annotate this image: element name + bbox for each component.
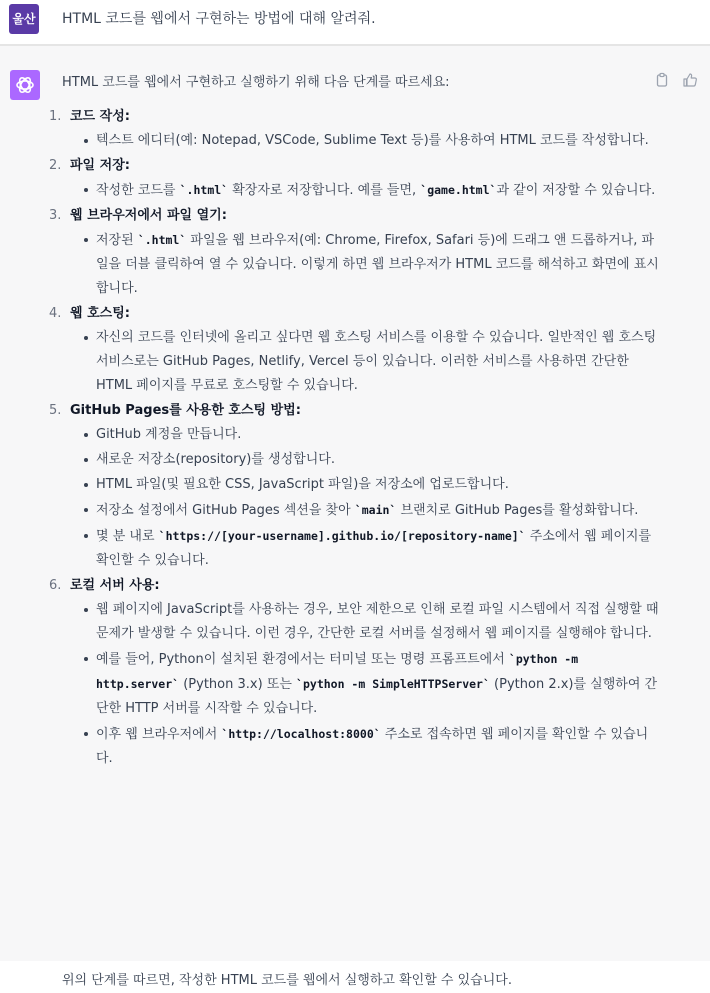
step-title: 웹 호스팅: — [70, 306, 130, 321]
bullet-text: 이후 웹 브라우저에서 — [96, 727, 222, 742]
assistant-outro: 위의 단계를 따르면, 작성한 HTML 코드를 웹에서 실행하고 확인할 수 있습니다. — [62, 973, 512, 988]
step-bullets — [70, 326, 662, 398]
assistant-message-content — [49, 71, 662, 988]
inline-code: `http://localhost:8000` — [221, 727, 381, 741]
bullet-text: 웹 페이지에 JavaScript를 사용하는 경우, 보안 제한으로 인해 로컬 파일 시스템에서 직접 실행할 때 문제가 발생할 수 있습니다. 이런 경우, 간단한 로컬 서버를 설정해서 웹 페이지를 실행해야 합니다. — [96, 602, 659, 641]
step-number: 1. — [49, 109, 62, 124]
bullet-text: 텍스트 에디터(예: Notepad, VSCode, Sublime Text 등)를 사용하여 HTML 코드를 작성합니다. — [96, 133, 649, 148]
inline-code: `game.html` — [420, 183, 497, 197]
bullet-item — [96, 129, 662, 153]
bullet-item — [96, 326, 662, 398]
inline-code: `python -m http.server` — [96, 652, 579, 691]
bullet-item — [96, 722, 662, 771]
step-bullets — [70, 129, 662, 153]
step-title: 코드 작성: — [70, 109, 130, 124]
step-item — [49, 204, 662, 301]
bullet-item — [96, 473, 662, 497]
bullet-text: 과 같이 저장할 수 있습니다. — [496, 183, 656, 198]
assistant-avatar — [10, 70, 40, 100]
user-message-text: HTML 코드를 웹에서 구현하는 방법에 대해 알려줘. — [62, 11, 376, 27]
inline-code: `python -m SimpleHTTPServer` — [296, 677, 490, 691]
step-item — [49, 154, 662, 203]
bullet-item — [96, 423, 662, 447]
bullet-text: 저장된 — [96, 233, 138, 248]
step-title: 파일 저장: — [70, 158, 130, 173]
inline-code: `.html` — [179, 183, 229, 197]
bullet-text: 확장자로 저장합니다. 예를 들면, — [228, 183, 421, 198]
step-title: 웹 브라우저에서 파일 열기: — [70, 208, 227, 223]
step-number: 2. — [49, 158, 62, 173]
bullet-text: 예를 들어, Python이 설치된 환경에서는 터미널 또는 명령 프롬프트에서 — [96, 652, 509, 667]
step-item — [49, 399, 662, 573]
openai-logo-icon — [10, 70, 40, 100]
step-bullets — [70, 598, 662, 771]
bullet-item — [96, 647, 662, 721]
step-number: 6. — [49, 578, 62, 593]
bullet-text: 주소에서 웹 페이지를 확인할 수 있습니다. — [96, 529, 652, 568]
bullet-text: 브랜치로 GitHub Pages를 활성화합니다. — [396, 503, 639, 518]
step-item — [49, 105, 662, 153]
bullet-text: 몇 분 내로 — [96, 529, 159, 544]
bullet-item — [96, 228, 662, 301]
step-bullets — [70, 228, 662, 301]
bullet-item — [96, 498, 662, 523]
bullet-text: GitHub 계정을 만듭니다. — [96, 427, 242, 442]
assistant-intro: HTML 코드를 웹에서 구현하고 실행하기 위해 다음 단계를 따르세요: — [62, 75, 450, 90]
bullet-item — [96, 178, 662, 203]
inline-code: `main` — [354, 503, 397, 517]
thumbs-up-icon[interactable] — [682, 72, 698, 88]
bullet-text: (Python 3.x) 또는 — [179, 677, 297, 692]
bullet-text: 새로운 저장소(repository)를 생성합니다. — [96, 452, 335, 467]
user-message-row — [0, 0, 710, 45]
bullet-text: HTML 파일(및 필요한 CSS, JavaScript 파일)을 저장소에 업로드합니다. — [96, 477, 509, 492]
step-number: 5. — [49, 403, 62, 418]
bullet-text: 작성한 코드를 — [96, 183, 180, 198]
step-item — [49, 302, 662, 398]
step-number: 3. — [49, 208, 62, 223]
step-title: GitHub Pages를 사용한 호스팅 방법: — [70, 403, 301, 418]
bullet-text: 저장소 설정에서 GitHub Pages 섹션을 찾아 — [96, 503, 355, 518]
assistant-message-row — [0, 45, 710, 988]
step-item — [49, 574, 662, 771]
bullet-item — [96, 524, 662, 573]
steps-list — [49, 105, 662, 771]
bullet-text: 자신의 코드를 인터넷에 올리고 싶다면 웹 호스팅 서비스를 이용할 수 있습니다. 일반적인 웹 호스팅 서비스로는 GitHub Pages, Netlify, Vercel 등이 있습니다. 이러한 서비스를 사용하면 간단한 HTML 페이지를 무료로 호스팅할 수 있습니다. — [96, 330, 657, 393]
bullet-item — [96, 448, 662, 472]
inline-code: `.html` — [137, 233, 187, 247]
step-bullets — [70, 423, 662, 573]
bullet-text: 파일을 웹 브라우저(예: Chrome, Firefox, Safari 등)에 드래그 앤 드롭하거나, 파일을 더블 클릭하여 열 수 있습니다. 이렇게 하면 웹 브라우저가 HTML 코드를 해석하고 화면에 표시합니다. — [96, 233, 659, 296]
step-title: 로컬 서버 사용: — [70, 578, 160, 593]
inline-code: `https://[your-username].github.io/[repository-name]` — [158, 529, 526, 543]
bullet-text: (Python 2.x)를 실행하여 간단한 HTTP 서버를 시작할 수 있습니다. — [96, 677, 658, 716]
user-avatar: 울산 — [9, 4, 39, 34]
bullet-item — [96, 598, 662, 646]
step-bullets — [70, 178, 662, 203]
step-number: 4. — [49, 306, 62, 321]
bullet-text: 주소로 접속하면 웹 페이지를 확인할 수 있습니다. — [96, 727, 649, 766]
